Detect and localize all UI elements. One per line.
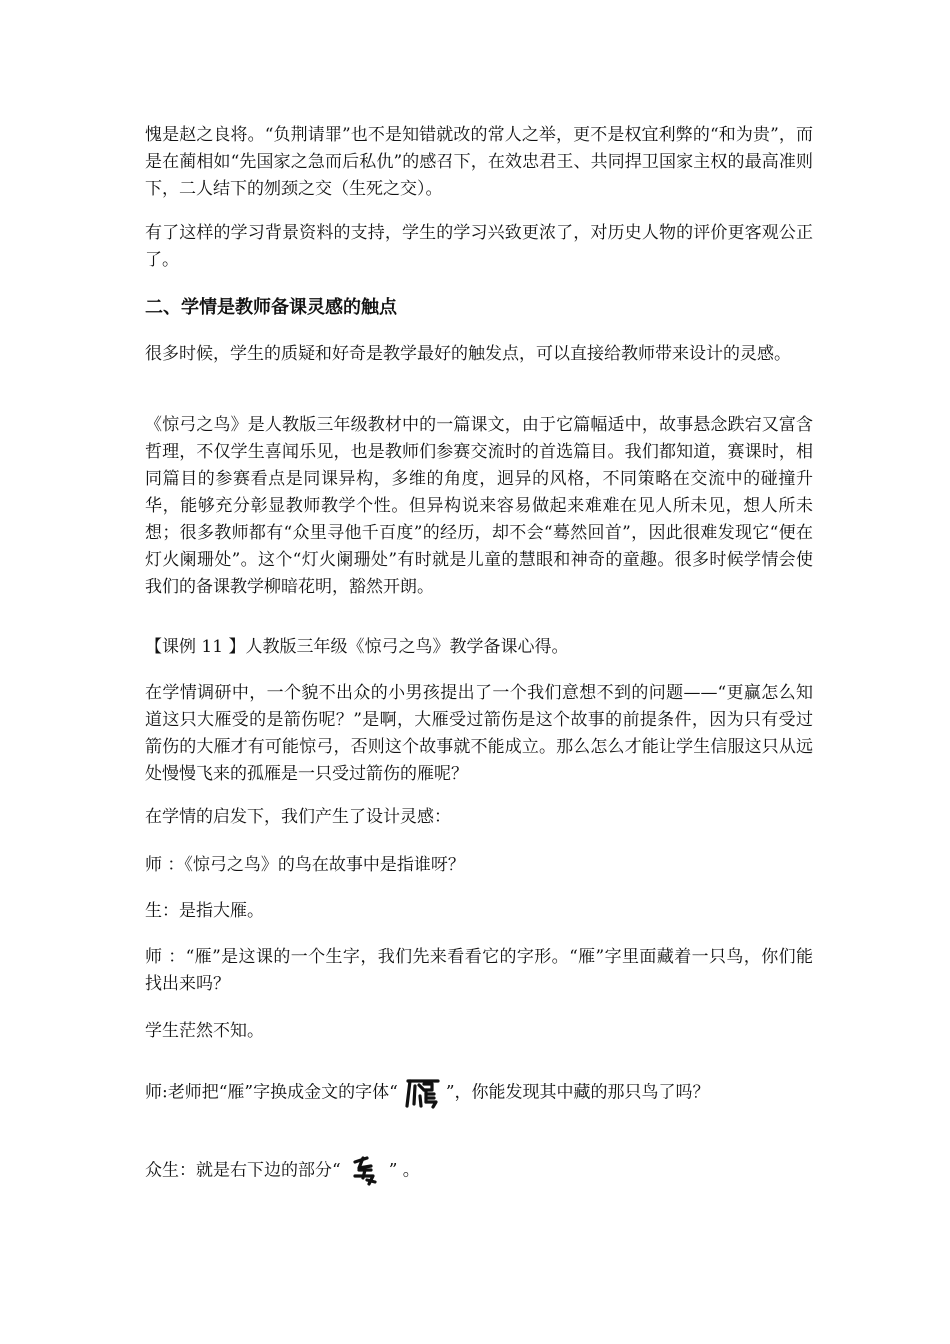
paragraph-4: 《惊弓之鸟》是人教版三年级教材中的一篇课文，由于它篇幅适中，故事悬念跌宕又富含哲理，不仅学生喜闻乐见，也是教师们参赛交流时的首选篇目。我们都知道，赛课时，相同篇目的参赛看点是同课异构，多维的角度，迥异的风格，不同策略在交流中的碰撞升华，能够充分彰显教师教学个性。但异构说来容易做起来难难在见人所未见，想人所未想；很多教师都有“众里寻他千百度”的经历，却不会“蓦然回首”，因此很难发现它“便在灯火阑珊处”。这个“灯火阑珊处”有时就是儿童的慧眼和神奇的童趣。很多时候学情会使我们的备课教学柳暗花明，豁然开朗。: [145, 415, 813, 597]
paragraph-6: 在学情调研中，一个貌不出众的小男孩提出了一个我们意想不到的问题——“更赢怎么知道这只大雁受的是箭伤呢？”是啊，大雁受过箭伤是这个故事的前提条件，因为只有受过箭伤的大雁才有可能惊弓，否则这个故事就不能成立。那么怎么才能让学生信服这只从远处慢慢飞来的孤雁是一只受过箭伤的雁呢？: [145, 683, 813, 784]
section-heading: 二、学情是教师备课灵感的触点: [145, 297, 397, 318]
dialogue-teacher-3-after: ”，你能发现其中藏的那只鸟了吗？: [445, 1082, 710, 1103]
paragraph-2: 有了这样的学习背景资料的支持，学生的学习兴致更浓了，对历史人物的评价更客观公正了。: [145, 223, 813, 270]
dialogue-teacher-3-before: 师:老师把“雁”字换成金文的字体“: [145, 1082, 398, 1103]
dialogue-student-1: 生：是指大雁。: [145, 901, 264, 921]
bronze-script-bird-component-icon: [345, 1154, 385, 1188]
dialogue-students-2: [145, 1154, 813, 1188]
dialogue-teacher-1: 师 ：《惊弓之鸟》的鸟在故事中是指谁呀？: [145, 855, 465, 875]
dialogue-teacher-3: [145, 1076, 813, 1110]
paragraph-7: 在学情的启发下，我们产生了设计灵感：: [145, 807, 451, 827]
paragraph-5: 【课例 11 】人教版三年级《惊弓之鸟》教学备课心得。: [145, 637, 569, 657]
dialogue-students-2-before: 众生：就是右下边的部分“: [145, 1160, 341, 1181]
narration-students: 学生茫然不知。: [145, 1021, 264, 1041]
dialogue-teacher-2: 师 ：“雁”是这课的一个生字，我们先来看看它的字形。“雁”字里面藏着一只鸟，你们能找出来吗？: [145, 947, 813, 994]
paragraph-3: 很多时候，学生的质疑和好奇是教学最好的触发点，可以直接给教师带来设计的灵感。: [145, 344, 791, 364]
paragraph-1: 愧是赵之良将。“负荆请罪”也不是知错就改的常人之举，更不是权宜利弊的“和为贵”，而是在蔺相如“先国家之急而后私仇”的感召下，在效忠君王、共同捍卫国家主权的最高准则下，二人结下的刎颈之交（生死之交）。: [145, 125, 813, 199]
dialogue-students-2-after: ” 。: [388, 1160, 420, 1181]
bronze-script-yan-character-icon: [402, 1076, 442, 1110]
